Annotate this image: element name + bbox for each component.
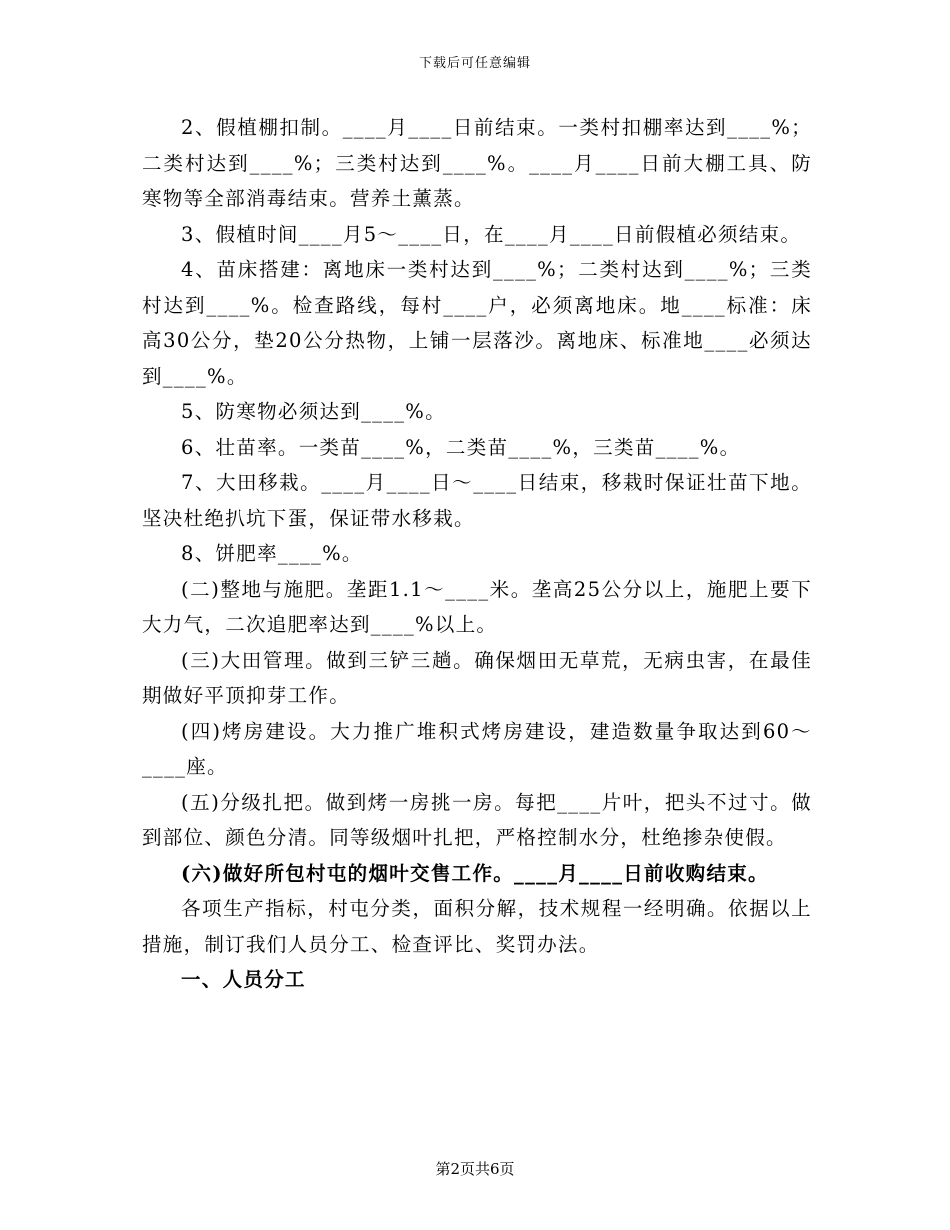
section-heading-staffing: 一、人员分工 <box>181 968 306 991</box>
paragraph-summary: 各项生产指标，村屯分类，面积分解，技术规程一经明确。依据以上措施，制订我们人员分工、检查评比、奖罚办法。 <box>142 897 812 956</box>
paragraph-section-4-curing-barn: (四)烤房建设。大力推广堆积式烤房建设，建造数量争取达到60～____座。 <box>142 719 812 778</box>
paragraph-section-3-field-management: (三)大田管理。做到三铲三趟。确保烟田无草荒，无病虫害，在最佳期做好平顶抑芽工作。 <box>142 648 812 707</box>
paragraph-section-2-land-prep: (二)整地与施肥。垄距1.1～____米。垄高25公分以上，施肥上要下大力气，二次追肥率达到____%以上。 <box>142 577 812 636</box>
document-body <box>142 110 812 998</box>
paragraph-item-6-seedling-rate: 6、壮苗率。一类苗____%，二类苗____%，三类苗____%。 <box>181 435 741 459</box>
page-footer: 第2页共6页 <box>435 1160 515 1178</box>
paragraph-section-5-grading: (五)分级扎把。做到烤一房挑一房。每把____片叶，把头不过寸。做到部位、颜色分清。同等级烟叶扎把，严格控制水分，杜绝掺杂使假。 <box>142 790 812 849</box>
page-header: 下载后可任意编辑 <box>418 56 531 71</box>
paragraph-item-2-greenhouse: 2、假植棚扣制。____月____日前结束。一类村扣棚率达到____%；二类村达到____%；三类村达到____%。____月____日前大棚工具、防寒物等全部消毒结束。营养土薰蒸。 <box>142 116 812 210</box>
paragraph-item-8-fertilizer-rate: 8、饼肥率____%。 <box>181 542 363 565</box>
paragraph-item-3-transplant-time: 3、假植时间____月5～____日，在____月____日前假植必须结束。 <box>181 222 802 246</box>
paragraph-item-7-field-transplant: 7、大田移栽。____月____日～____日结束，移栽时保证壮苗下地。坚决杜绝扒坑下蛋，保证带水移栽。 <box>142 471 812 530</box>
paragraph-section-6-sales: (六)做好所包村屯的烟叶交售工作。____月____日前收购结束。 <box>181 861 769 885</box>
paragraph-item-4-seedbed: 4、苗床搭建：离地床一类村达到____%；二类村达到____%；三类村达到____%。检查路线，每村____户，必须离地床。地____标准：床高30公分，垫20公分热物，上铺一层落沙。离地床、标准地____必须达到____%。 <box>142 258 812 388</box>
paragraph-item-5-cold-protection: 5、防寒物必须达到____%。 <box>181 400 446 423</box>
